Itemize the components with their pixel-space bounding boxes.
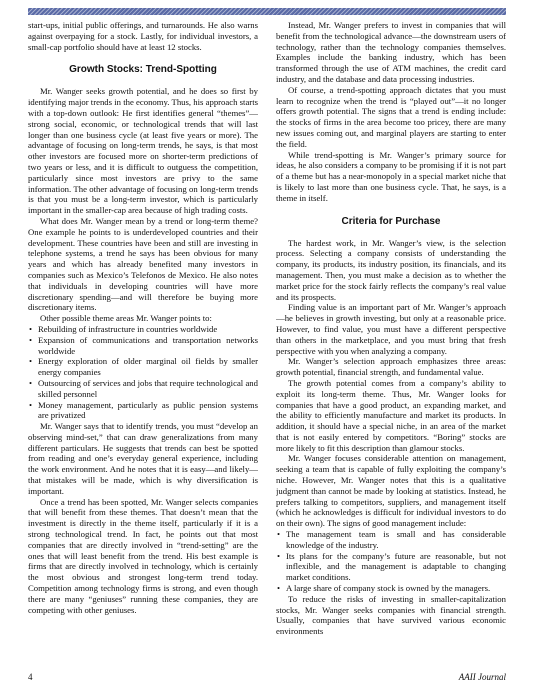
list-item: • Its plans for the company’s future are reasonable, but not inflexible, and the management is adaptable to changing market conditions. (276, 551, 506, 583)
paragraph: Other possible theme areas Mr. Wanger points to: (40, 313, 212, 324)
right-column (276, 20, 506, 668)
paragraph: The growth potential comes from a company’s ability to exploit its long-term theme. Thus, Mr. Wanger looks for companies that have a good product, an expanding market, and the ability to efficiently manufacture and market its products. In addition, it should have a special niche, in an area of the market that is not easily entered by competitors. “Boring” stocks are more likely to fit this description than glamour stocks. (276, 377, 506, 453)
paragraph: Of course, a trend-spotting approach dictates that you must learn to recognize when the trend is “played out”—it no longer offers growth potential. The signs that a trend is ending include: the stocks of firms in the area become too pricey, there are many new issues coming out, and marginal players are starting to enter the field. (276, 84, 506, 149)
journal-name: AAII Journal (458, 672, 506, 682)
section-heading-criteria-for-purchase: Criteria for Purchase (341, 215, 441, 227)
paragraph: While trend-spotting is Mr. Wanger’s primary source for ideas, he also considers a company to be promising if it is not part of a theme but has a near-monopoly in a special market niche that is likely to last more than one business cycle. That, he says, is a theme in itself. (276, 149, 506, 203)
header-decorative-band (28, 8, 506, 15)
paragraph: To reduce the risks of investing in smaller-capitalization stocks, Mr. Wanger seeks companies with financial strength. Usually, companies that have survived various economic environments (276, 593, 506, 637)
section-heading-growth-stocks: Growth Stocks: Trend-Spotting (69, 64, 217, 76)
list-item: • Energy exploration of older marginal oil fields by smaller energy companies (28, 356, 258, 378)
paragraph: Once a trend has been spotted, Mr. Wanger selects companies that will benefit from these themes. That doesn’t mean that the investment is directly in the theme itself, particularly if it is a strong technological trend. In fact, he points out that most companies that are directly involved in “trend-setting” are the ones that will least benefit from the trend. His best example is firms that are directly involved in technology, which is certainly the most obvious and strongest long-term trend today. Competition among technology firms is strong, and even though there are many “geniuses” running these companies, they are competing with other geniuses. (28, 496, 258, 615)
list-item: • Money management, particularly as public pension systems are privatized (28, 400, 258, 422)
paragraph: Mr. Wanger says that to identify trends, you must “develop an observing mind-set,” that can draw generalizations from many different particulars. He suggests that trends can best be spotted from reading and one’s everyday general experience, including the work environment. And he notes that it is easy—and likely—that mistakes will be made, which is why diversification is important. (28, 421, 258, 496)
paragraph: Mr. Wanger focuses considerable attention on management, seeking a team that is capable of fully exploiting the company’s niche. However, Mr. Wanger notes that this is a qualitative judgment than cannot be made by looking at statistics. Instead, he prefers talking to competitors, suppliers, and management itself (which he acknowledges is difficult for individual investors to do on their own). The signs of good management include: (276, 453, 506, 529)
left-column (28, 20, 258, 668)
paragraph: The hardest work, in Mr. Wanger’s view, is the selection process. Selecting a company consists of understanding the company, its products, its industry position, its financials, and its management. Then, you must make a decision as to whether the market price for the stock fairly reflects the company’s real value and its prospects. (276, 237, 506, 302)
paragraph: Instead, Mr. Wanger prefers to invest in companies that will benefit from the technological advance—the downstream users of technology, rather than the technology companies themselves. Examples include the banking industry, which has been transformed through the use of ATM machines, the credit card industry, and the database and data processing industries. (276, 20, 506, 84)
list-item: • Expansion of communications and transportation networks worldwide (28, 335, 258, 357)
paragraph: Mr. Wanger seeks growth potential, and he does so first by identifying major trends in the economy. Thus, his approach starts with a top-down outlook: He first identifies general “themes”—strong social, economic, or technological trends that will last longer than one business cycle (at least five years or more). The advantage of focusing on long-term trends, he says, is that most other investors are focused more on shorter-term predictions of two years or less, and it is difficult to outguess the competition, particularly since most investors are privy to the same information. The other advantage of focusing on long-term trends is that you must be a long-term investor, which is particularly important in the smaller-cap area because of high trading costs. (28, 86, 258, 216)
page-number: 4 (28, 672, 33, 682)
paragraph: Finding value is an important part of Mr. Wanger’s approach—he believes in growth investing, but only at a reasonable price. However, to find value, you must have a different perspective than others in the marketplace, and you must bring that fresh perspective with you when analyzing a company. (276, 302, 506, 356)
list-item: • Outsourcing of services and jobs that require technological and skilled personnel (28, 378, 258, 400)
paragraph: What does Mr. Wanger mean by a trend or long-term theme? One example he points to is underdeveloped countries and their development. These countries have been and still are investing in telephone systems, a trend he says has been obvious for many years and which has already benefited many investors in companies such as Mexico’s Telefonos de Mexico. He also notes that individuals in developing countries will have more discretionary spending—and will therefore be buying more discretionary items. (28, 215, 258, 313)
list-item: • A large share of company stock is owned by the managers. (276, 583, 506, 594)
paragraph: start-ups, initial public offerings, and turnarounds. He also warns against overpaying for a stock. Lastly, for individual investors, a small-cap portfolio should have at least 12 stocks. (28, 20, 258, 52)
paragraph: Mr. Wanger’s selection approach emphasizes three areas: growth potential, financial strength, and fundamental value. (276, 356, 506, 378)
management-signs-list (276, 529, 506, 594)
list-item: • The management team is small and has considerable knowledge of the industry. (276, 529, 506, 551)
list-item: • Rebuilding of infrastructure in countries worldwide (28, 324, 258, 335)
theme-list (28, 324, 258, 421)
